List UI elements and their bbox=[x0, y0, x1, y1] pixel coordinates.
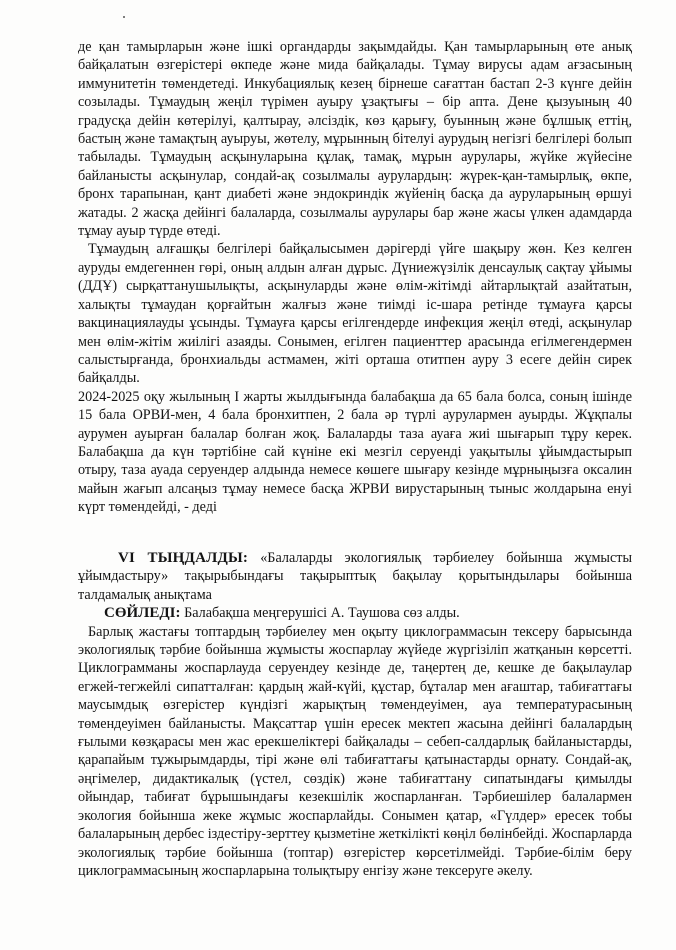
speaker-text: Балабақша меңгерушісі А. Таушова сөз алды. bbox=[184, 605, 460, 622]
speaker-line bbox=[78, 604, 632, 622]
speaker-label: СӨЙЛЕДІ: bbox=[104, 605, 181, 622]
scan-speck bbox=[123, 16, 125, 18]
section-heading bbox=[78, 549, 632, 604]
body-upper bbox=[78, 38, 632, 517]
paragraph-doctor-vaccination: Тұмаудың алғашқы белгілері байқалысымен дәрігерді үйге шақыру жөн. Кез келген ауруды емдегеннен гөрі, оның алдын алған дұрыс. Дүниежүзілік денсаулық сақтау ұйымы (ДДҰ) сырқаттанушылықты, асқынуларды және өлім-жітімді айтарлықтай азайтатын, халықты тұмаудан қорғайтын жалғыз және тиімді іс-шара ретінде тұмауға қарсы вакцинациялауды ұсынды. Тұмауға қарсы егілгендерде инфекция жеңіл өтеді, асқынулар мен өлім-жітім жиілігі азаяды. Сонымен, егілген пациенттер арасында егілмегендермен салыстырғанда, бронхиальды астмамен, жіті орташа отитпен ауру 3 есеге дейін сирек байқалды. bbox=[78, 241, 632, 387]
body-lower bbox=[78, 549, 632, 880]
section-number-label: VI ТЫҢДАЛДЫ: bbox=[118, 550, 249, 566]
section-topic: «Балаларды экологиялық тәрбиелеу бойынша жұмысты ұйымдастыру» тақырыбындағы тақырыптық бақылау қорытындылары бойынша талдамалық анықтама bbox=[78, 550, 632, 603]
paragraph-kindergarten-statistics: 2024-2025 оқу жылының I жарты жылдығында балабақша да 65 бала болса, соның ішінде 15 бала ОРВИ-мен, 4 бала бронхитпен, 2 бала әр түрлі аурулармен ауырды. Жұқпалы аурумен ауырған балалар болған жоқ. Балаларды таза ауаға жиі шығарып тұру керек. Балабақша да күн тәртібіне сай күніне екі мезгіл серуенді уақытылы ұйымдастырып отыру, таза ауада серуендер алдында немесе көшеге шығару кезінде мұрныңызға оксалин майын жағып алсаңыз тұмау немесе басқа ЖРВИ вирустарының тыныс жолдарына енуі күрт төмендейді, - деді bbox=[78, 388, 632, 516]
paragraph-flu-symptoms: де қан тамырларын және ішкі органдарды зақымдайды. Қан тамырларының өте анық байқалатын өзгерістері өкпеде және мида байқалады. Тұмау вирусы адам ағзасының иммунитетін төмендетеді. Инкубациялық кезең бірнеше сағаттан бастап 2-3 күнге дейін созылады. Тұмаудың жеңіл түрімен ауыру ұзақтығы – бір апта. Дене қызуының 40 градусқа дейін көтерілуі, қалтырау, әлсіздік, көз қарығу, буынның және бұлшық еттің, бастың және тамақтың ауыруы, жөтелу, мұрынның бітелуі аурудың негізгі белгілері болып табылады. Тұмаудың асқынуларына құлақ, тамақ, мұрын аурулары, жүйке жүйесіне байланысты асқынулар, сондай-ақ созылмалы аурулардың: жүрек-қан-тамырлық, өкпе, бронх тарапынан, қант диабеті және эндокриндік жүйенің басқа да ауруларының өршуі жатады. 2 жасқа дейінгі балаларда, созылмалы аурулары бар және жасы үлкен адамдарда тұмау ауыр түрде өтеді. bbox=[78, 39, 632, 240]
paragraph-ecology-review: Барлық жастағы топтардың тәрбиелеу мен оқыту циклограммасын тексеру барысында экологиялық тәрбие бойынша жұмысты жоспарлау жүйеде жүргізіліп жатқанын көрсетті. Циклограмманы жоспарлауда серуендеу кезінде де, таңертең де, кешке де бақылаулар егжей-тегжейлі сипатталған: қардың жай-күйі, құстар, бұталар мен ағаштар, табиғаттағы маусымдық өзгерістер күндізгі жарықтың төмендеуімен, ауа температурасының төмендеуімен байланысты. Мақсаттар үшін ересек мектеп жасына дейінгі балалардың ғылыми көзқарасы мен жас ерекшеліктері байқалады – себеп-салдарлық байланыстарды, қарапайым тұжырымдарды, тірі және өлі табиғаттағы қатынастарды орнату. Сондай-ақ, әңгімелер, дидактикалық (үстел, сөздік) және табиғаттану сипатындағы қимылды ойындар, табиғат бұрышындағы кезекшілік жоспарланған. Тәрбиешілер балалармен экология бойынша жеке жұмыс жоспарлайды. Сонымен қатар, «Гүлдер» ересек тобы балаларының дербес іздестіру-зерттеу қызметіне жеткілікті көңіл бөлінбейді. Жоспарларда экологиялық тәрбие бойынша (топтар) өзгерістер көрсетілмейді. Тәрбие-білім беру циклограммасының жоспарларына толықтыру енгізу және тексеруге әкелу. bbox=[78, 623, 632, 879]
